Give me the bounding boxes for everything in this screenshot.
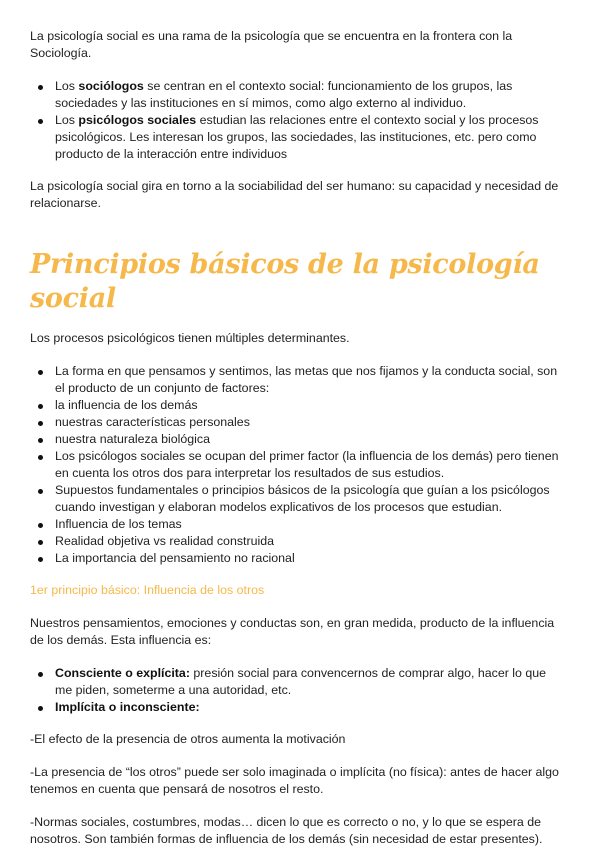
motivation-paragraph: -El efecto de la presencia de otros aumenta la motivación <box>30 732 346 746</box>
bold-term: sociólogos <box>78 79 144 93</box>
section-heading: Principios básicos de la psicología social <box>30 249 540 314</box>
list-item-sociologos: Los sociólogos se centran en el contexto social: funcionamiento de los grupos, las sociedades y las instituciones en sí mimos, como algo externo al individuo. <box>30 78 562 112</box>
list-item: Supuestos fundamentales o principios básicos de la psicología que guían a los psicólogos cuando investigan y elaboran modelos explicativos de los procesos que estudian. <box>30 482 562 516</box>
principle-subheading: 1er principio básico: Influencia de los otros <box>30 583 265 597</box>
list-item-psicologos-sociales: Los psicólogos sociales estudian las relaciones entre el contexto social y los procesos psicológicos. Les interesan los grupos, las sociedades, las instituciones, etc. pero como producto de la interacción entre individuos <box>30 112 562 163</box>
list-item: Los psicólogos sociales se ocupan del primer factor (la influencia de los demás) pero tienen en cuenta los otros dos para interpretar los resultados de sus estudios. <box>30 448 562 482</box>
list-item: nuestras características personales <box>30 414 562 431</box>
list-item: nuestra naturaleza biológica <box>30 431 562 448</box>
influence-bullet-list <box>30 665 562 716</box>
list-item: Influencia de los temas <box>30 516 562 533</box>
determinants-paragraph: Los procesos psicológicos tienen múltiples determinantes. <box>30 331 350 345</box>
list-item: La importancia del pensamiento no racional <box>30 550 562 567</box>
list-item-implicita <box>30 699 562 716</box>
sociability-paragraph: La psicología social gira en torno a la sociabilidad del ser humano: su capacidad y necesidad de relacionarse. <box>30 179 559 210</box>
intro-paragraph: La psicología social es una rama de la psicología que se encuentra en la frontera con la Sociología. <box>30 29 513 60</box>
intro-bullet-list <box>30 78 562 163</box>
principles-bullet-list <box>30 363 562 567</box>
influence-paragraph: Nuestros pensamientos, emociones y conductas son, en gran medida, producto de la influencia de los demás. Esta influencia es: <box>30 616 555 647</box>
social-norms-paragraph: -Normas sociales, costumbres, modas… dicen lo que es correcto o no, y lo que se espera de nosotros. Son también formas de influencia de los demás (sin necesidad de estar presentes). <box>30 815 543 846</box>
list-item: Realidad objetiva vs realidad construida <box>30 533 562 550</box>
list-item: La forma en que pensamos y sentimos, las metas que nos fijamos y la conducta social, son el producto de un conjunto de factores: <box>30 363 562 397</box>
list-item: la influencia de los demás <box>30 397 562 414</box>
bold-term: Implícita o inconsciente: <box>55 700 200 714</box>
list-item-explicita: Consciente o explícita: presión social para convencernos de comprar algo, hacer lo que me piden, someterme a una autoridad, etc. <box>30 665 562 699</box>
bold-term: Consciente o explícita: <box>55 666 190 680</box>
imagined-presence-paragraph: -La presencia de “los otros” puede ser solo imaginada o implícita (no física): antes de hacer algo tenemos en cuenta que pensará de nosotros el resto. <box>30 765 559 796</box>
bold-term: psicólogos sociales <box>78 113 197 127</box>
